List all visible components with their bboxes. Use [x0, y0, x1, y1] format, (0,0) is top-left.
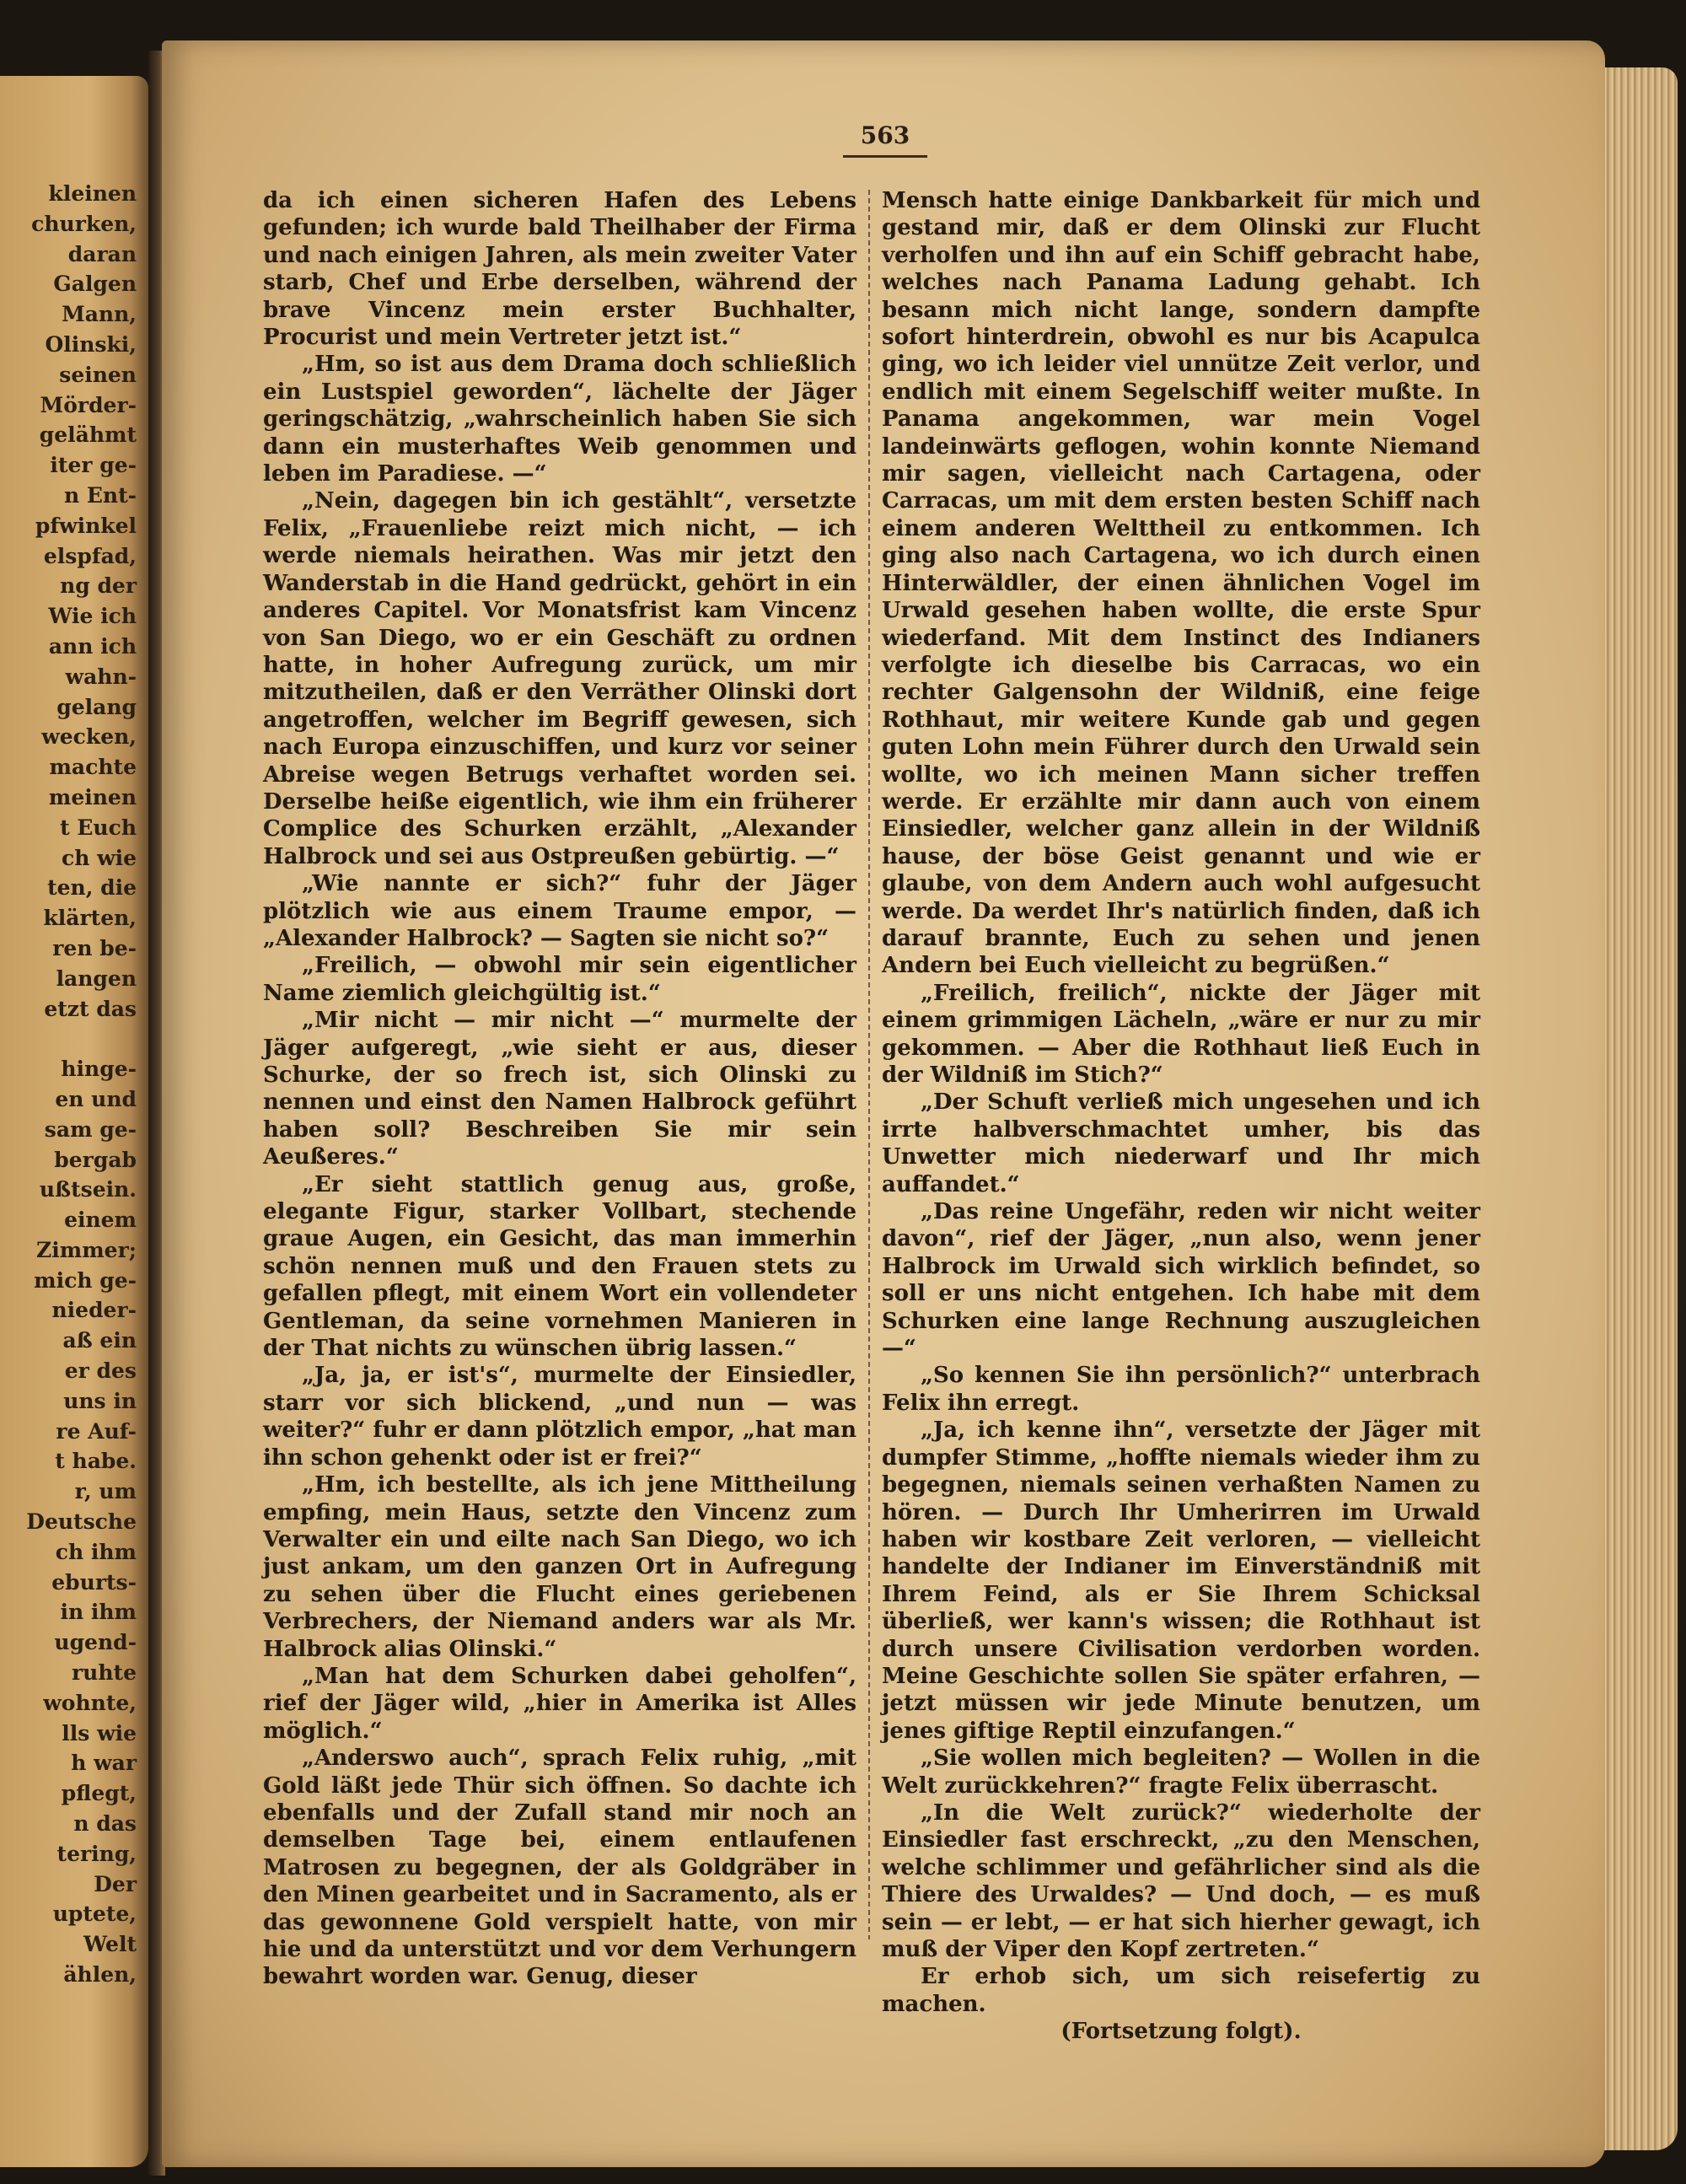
left-page-fragment: Zimmer;	[36, 1237, 137, 1262]
paragraph: „Sie wollen mich begleiten? — Wollen in die Welt zurückkehren?“ fragte Felix überrascht.	[882, 1746, 1480, 1799]
paragraph: „Ja, ja, er ist's“, murmelte der Einsiedler, starr vor sich blickend, „und nun — was weiter?“ fuhr er dann plötzlich empor, „hat man ihn schon gehenkt oder ist er frei?“	[263, 1363, 856, 1471]
text-column-left	[263, 187, 856, 1991]
paragraph: Mensch hatte einige Dankbarkeit für mich und gestand mir, daß er dem Olinski zur Flucht verholfen und ihn auf ein Schiff gebracht habe, welches nach Panama Ladung gehabt. Ich besann mich nicht lange, sondern dampfte sofort hinterdrein, obwohl es nur bis Acapulca ging, wo ich leider viel unnütze Zeit verlor, und endlich mit einem Segelschiff weiter mußte. In Panama angekommen, war mein Vogel landeinwärts geflogen, wohin konnte Niemand mir sagen, vielleicht nach Cartagena, oder Carracas, um mit dem ersten besten Schiff nach einem anderen Welttheil zu entkommen. Ich ging also nach Cartagena, wo ich durch einen Hinterwäldler, der einen ähnlichen Vogel im Urwald gesehen haben wollte, die erste Spur wiederfand. Mit dem Instinct des Indianers verfolgte ich dieselbe bis Carracas, wo ein rechter Galgensohn der Wildniß, eine feige Rothhaut, mir weitere Kunde gab und gegen guten Lohn mein Führer durch den Urwald sein wollte, wo ich meinen Mann sicher treffen werde. Er erzählte mir dann auch von einem Einsiedler, welcher ganz allein in der Wildniß hause, der böse Geist genannt und wie er glaube, von dem Andern auch wohl aufgesucht werde. Da werdet Ihr's natürlich finden, daß ich darauf brannte, Euch zu sehen und jenen Andern bei Euch vielleicht zu begrüßen.“	[882, 188, 1480, 979]
left-page-fragment: pflegt,	[61, 1781, 137, 1806]
paragraph: „Freilich, freilich“, nickte der Jäger mit einem grimmigen Lächeln, „wäre er nur zu mir gekommen. — Aber die Rothhaut ließ Euch in der Wildniß im Stich?“	[882, 980, 1480, 1088]
paragraph: „Freilich, — obwohl mir sein eigentlicher Name ziemlich gleichgültig ist.“	[263, 953, 856, 1006]
left-page-fragment: Wie ich	[48, 604, 137, 629]
left-page-fragment: ruhte	[72, 1660, 137, 1686]
left-page-fragment: Mörder-	[40, 392, 137, 417]
left-page-fragment: t Euch	[60, 815, 137, 840]
left-page-fragment: kleinen	[48, 181, 137, 206]
left-page-fragment: ann ich	[48, 633, 137, 659]
left-page-fragment: t habe.	[55, 1449, 137, 1474]
paragraph: „Man hat dem Schurken dabei geholfen“, rief der Jäger wild, „hier in Amerika ist Alles möglich.“	[263, 1663, 856, 1744]
paragraph: da ich einen sicheren Hafen des Lebens gefunden; ich wurde bald Theilhaber der Firma und nach einigen Jahren, als mein zweiter Vater starb, Chef und Erbe derselben, während der brave Vincenz mein erster Buchhalter, Procurist und mein Vertreter jetzt ist.“	[263, 188, 856, 351]
left-page-fragment: wohnte,	[43, 1690, 137, 1715]
left-page-fragment: wecken,	[41, 724, 137, 750]
paragraph: „Er sieht stattlich genug aus, große, elegante Figur, starker Vollbart, stechende graue Augen, ein Gesicht, das man immerhin schön nennen muß und den Frauen stets zu gefallen pflegt, mit einem Wort ein vollendeter Gentleman, da seine vornehmen Manieren in der That nichts zu wünschen übrig lassen.“	[263, 1171, 856, 1362]
left-page-fragment: uns in	[63, 1388, 137, 1413]
left-page-text-fragments	[10, 179, 137, 1990]
paragraph: „Hm, so ist aus dem Drama doch schließlich ein Lustspiel geworden“, lächelte der Jäger geringschätzig, „wahrscheinlich haben Sie sich dann ein musterhaftes Weib genommen und leben im Paradiese. —“	[263, 352, 856, 487]
paragraph: „Das reine Ungefähr, reden wir nicht weiter davon“, rief der Jäger, „nun also, wenn jener Halbrock im Urwald sich wirklich befindet, so soll er uns nicht entgehen. Ich habe mit dem Schurken eine lange Rechnung auszugleichen —“	[882, 1199, 1480, 1362]
left-page-fragment	[10, 1024, 137, 1054]
left-page-fragment: Welt	[83, 1932, 137, 1957]
left-page-fragment: wahn-	[65, 664, 137, 689]
paragraph: „Wie nannte er sich?“ fuhr der Jäger plötzlich wie aus einem Traume empor, — „Alexander Halbrock? — Sagten sie nicht so?“	[263, 871, 856, 951]
left-page-fragment: meinen	[48, 784, 137, 810]
left-page-fragment: er des	[64, 1358, 137, 1384]
page-number: 563	[860, 121, 910, 149]
left-page-fragment: Mann,	[62, 302, 137, 327]
left-page-fragment: ch wie	[61, 845, 137, 870]
paragraph: „Anderswo auch“, sprach Felix ruhig, „mit Gold läßt jede Thür sich öffnen. So dachte ich ebenfalls und der Zufall stand mir noch an demselben Tage bei, einem entlaufenen Matrosen zu begegnen, der als Goldgräber in den Minen gearbeitet und in Sacramento, als er das gewonnene Gold verspielt hatte, von mir hie und da unterstützt und vor dem Verhungern bewahrt worden war. Genug, dieser	[263, 1746, 856, 1990]
left-page-fragment: uptete,	[52, 1902, 137, 1927]
left-page-fragment: einem	[64, 1208, 137, 1233]
paragraph: (Fortsetzung folgt).	[1060, 2019, 1302, 2045]
text-column-right	[882, 187, 1480, 2046]
paragraph: „Nein, dagegen bin ich gestählt“, versetzte Felix, „Frauenliebe reizt mich nicht, — ich werde niemals heirathen. Was mir jetzt den Wanderstab in die Hand gedrückt, gehört in ein anderes Capitel. Vor Monatsfrist kam Vincenz von San Diego, wo er ein Geschäft zu ordnen hatte, in hoher Aufregung zurück, um mir mitzutheilen, daß er den Verräther Olinski dort angetroffen, welcher im Begriff gewesen, sich nach Europa einzuschiffen, und kurz vor seiner Abreise wegen Betrugs verhaftet worden sei. Derselbe heiße eigentlich, wie ihm ein früherer Complice des Schurken erzählt, „Alexander Halbrock und sei aus Ostpreußen gebürtig. —“	[263, 488, 856, 869]
left-page-fragment: tering,	[56, 1841, 137, 1866]
left-page-fragment: machte	[49, 755, 137, 780]
left-page-fragment: re Auf-	[56, 1418, 137, 1444]
left-page-fragment: langen	[56, 966, 137, 991]
left-page-fragment: seinen	[59, 362, 137, 387]
left-page-fragment: etzt das	[44, 996, 137, 1021]
paragraph: Er erhob sich, um sich reisefertig zu machen.	[882, 1964, 1480, 2017]
left-page-fragment: ren be-	[52, 935, 137, 960]
left-page-fragment: Der	[94, 1871, 137, 1896]
left-page-fragment: sam ge-	[44, 1116, 137, 1142]
paragraph: „Hm, ich bestellte, als ich jene Mittheilung empfing, mein Haus, setzte den Vincenz zum Verwalter ein und eilte nach San Diego, wo ich just ankam, um den ganzen Ort in Aufregung zu sehen über die Flucht eines geriebenen Verbrechers, der Niemand anders war als Mr. Halbrock alias Olinski.“	[263, 1472, 856, 1662]
left-page-fragment: ußtsein.	[39, 1177, 137, 1202]
left-page-fragment: eburts-	[51, 1569, 137, 1595]
left-page-fragment: mich ge-	[34, 1267, 137, 1293]
paragraph: „Ja, ich kenne ihn“, versetzte der Jäger mit dumpfer Stimme, „hoffte niemals wieder ihm zu begegnen, niemals seinen verhaßten Namen zu hören. — Durch Ihr Umherirren im Urwald haben wir kostbare Zeit verloren, — vielleicht handelte der Indianer im Einverständniß mit Ihrem Feind, als er Sie Ihrem Schicksal überließ, wer kann's wissen; die Rothhaut ist durch unsere Civilisation verdorben worden. Meine Geschichte sollen Sie später erfahren, — jetzt müssen wir jede Minute benutzen, um jenes giftige Reptil einzufangen.“	[882, 1417, 1480, 1744]
left-page-edge	[0, 76, 148, 2167]
column-divider	[868, 190, 870, 1939]
paragraph: „Mir nicht — mir nicht —“ murmelte der Jäger aufgeregt, „wie sieht er aus, dieser Schurke, der so frech ist, sich Olinski zu nennen und einst den Namen Halbrock geführt haben soll? Beschreiben Sie mir sein Aeußeres.“	[263, 1008, 856, 1170]
left-page-fragment: ten, die	[47, 875, 137, 901]
left-page-fragment: daran	[67, 241, 137, 266]
left-page-fragment: ng der	[60, 573, 137, 599]
paragraph: „In die Welt zurück?“ wiederholte der Einsiedler fast erschreckt, „zu den Menschen, welche schlimmer und gefährlicher sind als die Thiere des Urwaldes? — Und doch, — es muß sein — er lebt, — er hat sich hierher gewagt, ich muß der Viper den Kopf zertreten.“	[882, 1799, 1480, 1962]
left-page-fragment: Deutsche	[26, 1509, 137, 1535]
left-page-fragment: aß ein	[62, 1328, 137, 1353]
left-page-fragment: gelang	[56, 694, 137, 719]
left-page-fragment: r, um	[74, 1479, 137, 1504]
paragraph: „Der Schuft verließ mich ungesehen und ich irrte halbverschmachtet umher, bis das Unwetter mich niederwarf und Ihr mich auffandet.“	[882, 1089, 1480, 1197]
left-page-fragment: in ihm	[60, 1600, 137, 1625]
left-page-fragment: hinge-	[61, 1057, 137, 1082]
left-page-fragment: en und	[55, 1086, 137, 1111]
left-page-fragment: klärten,	[43, 906, 137, 931]
left-page-fragment: bergab	[54, 1147, 137, 1172]
left-page-fragment: n Ent-	[63, 482, 137, 508]
left-page-fragment: nieder-	[51, 1298, 137, 1323]
paragraph: „So kennen Sie ihn persönlich?“ unterbrach Felix ihn erregt.	[882, 1363, 1480, 1416]
left-page-fragment: gelähmt	[39, 422, 137, 448]
header-rule	[843, 155, 927, 158]
left-page-fragment: pfwinkel	[35, 513, 137, 538]
left-page-fragment: lls wie	[62, 1720, 137, 1746]
left-page-fragment: ch ihm	[55, 1539, 137, 1564]
left-page-fragment: churken,	[31, 211, 137, 236]
left-page-fragment: ählen,	[63, 1962, 137, 1988]
left-page-fragment: elspfad,	[43, 543, 137, 568]
left-page-fragment: Galgen	[53, 272, 137, 297]
left-page-fragment: iter ge-	[50, 453, 137, 478]
left-page-fragment: h war	[71, 1751, 137, 1776]
left-page-fragment: ugend-	[54, 1630, 137, 1655]
left-page-fragment: Olinski,	[45, 331, 137, 357]
left-page-fragment: n das	[73, 1811, 137, 1837]
